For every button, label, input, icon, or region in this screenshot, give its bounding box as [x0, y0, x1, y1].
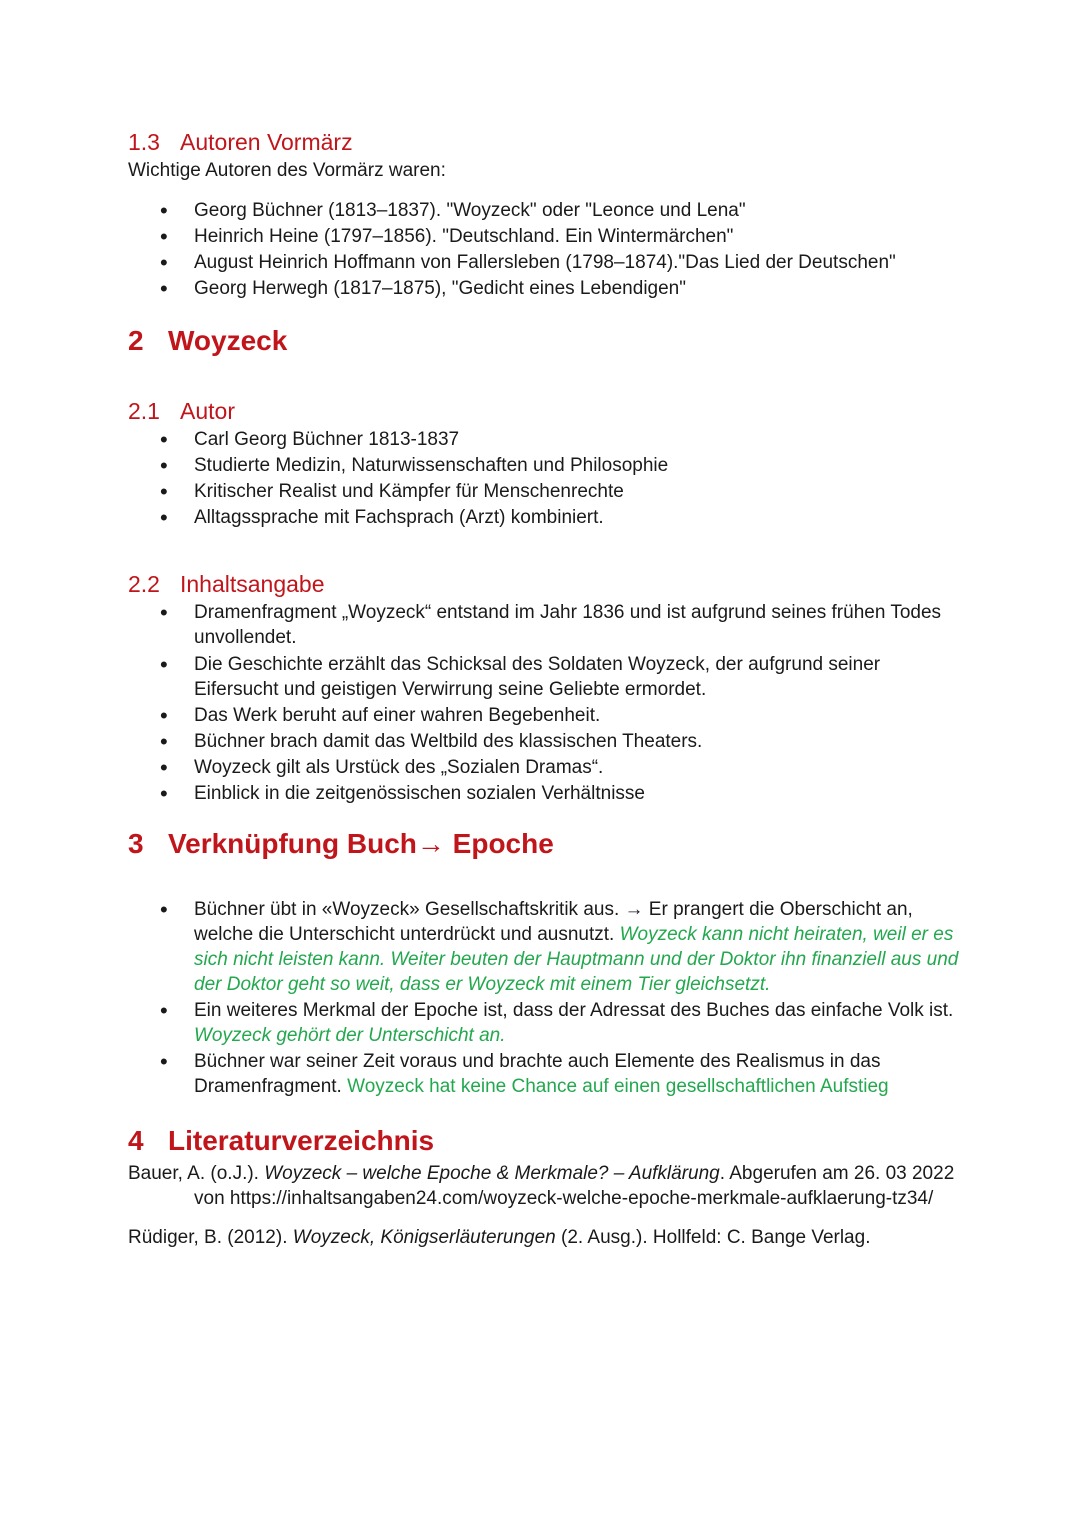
heading-number: 4 — [128, 1125, 144, 1156]
autor-list — [128, 427, 968, 530]
reference-entry — [128, 1161, 968, 1211]
list-item — [128, 897, 968, 997]
list-item: • Heinrich Heine (1797–1856). "Deutschland. Ein Wintermärchen" — [128, 224, 968, 249]
list-item: • Studierte Medizin, Naturwissenschaften und Philosophie — [128, 453, 968, 478]
inhalt-list — [128, 600, 968, 806]
list-item: • Woyzeck gilt als Urstück des „Sozialen Dramas“. — [128, 755, 968, 780]
heading-autor — [128, 395, 968, 427]
heading-text: Literaturverzeichnis — [168, 1125, 435, 1156]
list-item: • August Heinrich Hoffmann von Fallersleben (1798–1874)."Das Lied der Deutschen" — [128, 250, 968, 275]
authors-list — [128, 198, 968, 301]
heading-literaturverzeichnis — [128, 1123, 968, 1159]
ref-title: Woyzeck – welche Epoche & Merkmale? – Aufklärung — [264, 1163, 720, 1184]
document-page — [128, 126, 968, 1250]
heading-number: 1.3 — [128, 129, 160, 155]
heading-text: Inhaltsangabe — [180, 571, 325, 597]
item-text: Büchner übt in «Woyzeck» Gesellschaftskritik aus. → Er prangert die Oberschicht an, welche die Unterschicht unterdrückt und ausnutzt. — [194, 899, 913, 945]
ref-title: Woyzeck, Königserläuterungen — [292, 1227, 556, 1248]
heading-number: 2 — [128, 325, 144, 356]
heading-woyzeck — [128, 323, 968, 359]
list-item: • Das Werk beruht auf einer wahren Begebenheit. — [128, 703, 968, 728]
ref-authors: Bauer, A. (o.J.). — [128, 1163, 265, 1184]
list-item — [128, 998, 968, 1048]
heading-inhaltsangabe — [128, 568, 968, 600]
ref-details: (2. Ausg.). Hollfeld: C. Bange Verlag. — [555, 1227, 871, 1248]
list-item — [128, 1049, 968, 1099]
list-item: • Georg Büchner (1813–1837). "Woyzeck" oder "Leonce und Lena" — [128, 198, 968, 223]
intro-text: Wichtige Autoren des Vormärz waren: — [128, 160, 446, 181]
heading-text: Autoren Vormärz — [180, 129, 353, 155]
item-text: Ein weiteres Merkmal der Epoche ist, dass der Adressat des Buches das einfache Volk ist. — [194, 1000, 954, 1021]
heading-text: Woyzeck — [168, 325, 288, 356]
ref-details: . Abgerufen am 26. 03 2022 von https://inhaltsangaben24.com/woyzeck-welche-epoche-merkmale-aufklaerung-tz34/ — [194, 1163, 955, 1209]
list-item: • Einblick in die zeitgenössischen sozialen Verhältnisse — [128, 781, 968, 806]
heading-text: Autor — [180, 398, 235, 424]
heading-number: 3 — [128, 828, 144, 859]
heading-number: 2.2 — [128, 571, 160, 597]
heading-number: 2.1 — [128, 398, 160, 424]
list-item: • Alltagssprache mit Fachsprach (Arzt) kombiniert. — [128, 505, 968, 530]
heading-verknuepfung — [128, 826, 968, 862]
heading-text: Verknüpfung Buch→ Epoche — [168, 828, 554, 859]
list-item: • Kritischer Realist und Kämpfer für Menschenrechte — [128, 479, 968, 504]
verknuepfung-list — [128, 897, 968, 1099]
reference-entry — [128, 1225, 968, 1250]
green-annotation: Woyzeck gehört der Unterschicht an. — [194, 1025, 506, 1046]
list-item: • Dramenfragment „Woyzeck“ entstand im Jahr 1836 und ist aufgrund seines frühen Todes unvollendet. — [128, 600, 968, 650]
list-item: • Büchner brach damit das Weltbild des klassischen Theaters. — [128, 729, 968, 754]
list-item: • Georg Herwegh (1817–1875), "Gedicht eines Lebendigen" — [128, 276, 968, 301]
ref-authors: Rüdiger, B. (2012). — [128, 1227, 293, 1248]
list-item: • Carl Georg Büchner 1813-1837 — [128, 427, 968, 452]
green-annotation: Woyzeck hat keine Chance auf einen gesellschaftlichen Aufstieg — [347, 1076, 889, 1097]
green-annotation: Woyzeck kann nicht heiraten, weil er es sich nicht leisten kann. Weiter beuten der Hauptmann und der Doktor ihn finanziell aus und der Doktor geht so weit, dass er Woyzeck mit einem Tier gleichsetzt. — [194, 924, 959, 995]
heading-autoren-vormaerz — [128, 126, 968, 158]
item-text: Büchner war seiner Zeit voraus und brachte auch Elemente des Realismus in das Dramenfragment. — [194, 1051, 881, 1097]
list-item: • Die Geschichte erzählt das Schicksal des Soldaten Woyzeck, der aufgrund seiner Eifersucht und geistigen Verwirrung seine Geliebte ermordet. — [128, 652, 968, 702]
